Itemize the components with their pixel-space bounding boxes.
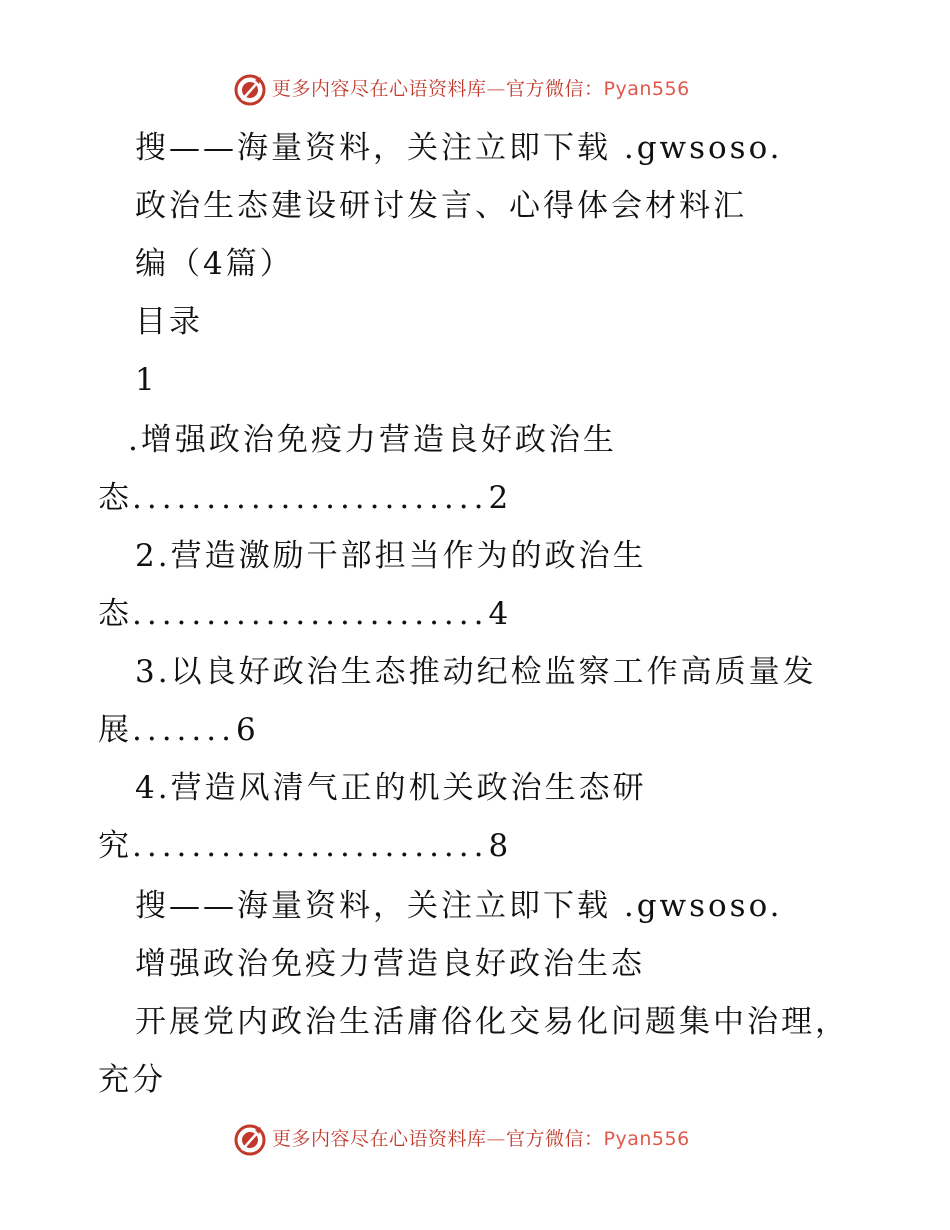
banner-wechat-label: 官方微信：: [506, 1128, 604, 1150]
toc-item-1-tail-char: 态: [98, 480, 132, 516]
toc-item-4-tail[interactable]: [98, 826, 511, 866]
toc-item-2-tail-char: 态: [98, 596, 132, 632]
toc-item-3-title: 3.以良好政治生态推动纪检监察工作高质量发: [135, 654, 817, 690]
toc-item-2-tail[interactable]: [98, 594, 511, 634]
header-banner: [0, 70, 950, 110]
toc-item-1-tail[interactable]: [98, 478, 511, 518]
footer-banner: [0, 1120, 950, 1160]
banner-text: [272, 1127, 690, 1151]
banner-site-text: 更多内容尽在心语资料库: [272, 78, 487, 100]
toc-item-3-tail-char: 展: [98, 712, 132, 748]
toc-item-3-page: 6: [235, 712, 259, 748]
toc-item-3-leader: .......: [132, 712, 236, 748]
toc-item-4-tail-char: 究: [98, 828, 132, 864]
red-pen-medallion-icon: [233, 1123, 267, 1157]
toc-item-4-page: 8: [488, 828, 512, 864]
toc-heading: 目录: [135, 304, 203, 340]
toc-item-2-title: 2.营造激励干部担当作为的政治生: [135, 538, 647, 574]
banner-wechat-id: Pyan556: [603, 1128, 690, 1150]
red-pen-medallion-icon: [233, 73, 267, 107]
document-title-line-1: 政治生态建设研讨发言、心得体会材料汇: [135, 188, 747, 224]
promo-line-top: 搜——海量资料，关注立即下载 .gwsoso.: [135, 130, 783, 166]
toc-item-2-page: 4: [488, 596, 512, 632]
toc-item-1-title: .增强政治免疫力营造良好政治生: [128, 422, 617, 458]
toc-item-1-page: 2: [488, 480, 512, 516]
toc-item-2-leader: ........................: [132, 596, 489, 632]
body-text-line-2: 充分: [98, 1062, 166, 1098]
banner-separator: —: [486, 78, 507, 100]
banner-text: [272, 77, 690, 101]
banner-site-text: 更多内容尽在心语资料库: [272, 1128, 487, 1150]
toc-item-4-title: 4.营造风清气正的机关政治生态研: [135, 770, 647, 806]
toc-item-1-leader: ........................: [132, 480, 489, 516]
promo-line-bottom: 搜——海量资料，关注立即下载 .gwsoso.: [135, 888, 783, 924]
banner-separator: —: [486, 1128, 507, 1150]
section-heading: 增强政治免疫力营造良好政治生态: [135, 946, 645, 982]
toc-item-3-tail[interactable]: [98, 710, 259, 750]
banner-wechat-id: Pyan556: [603, 78, 690, 100]
toc-item-1-number: 1: [135, 362, 158, 398]
body-text-line-1: 开展党内政治生活庸俗化交易化问题集中治理，: [135, 1004, 849, 1040]
document-title-line-2: 编（4篇）: [135, 246, 294, 282]
banner-wechat-label: 官方微信：: [506, 78, 604, 100]
toc-item-4-leader: ........................: [132, 828, 489, 864]
